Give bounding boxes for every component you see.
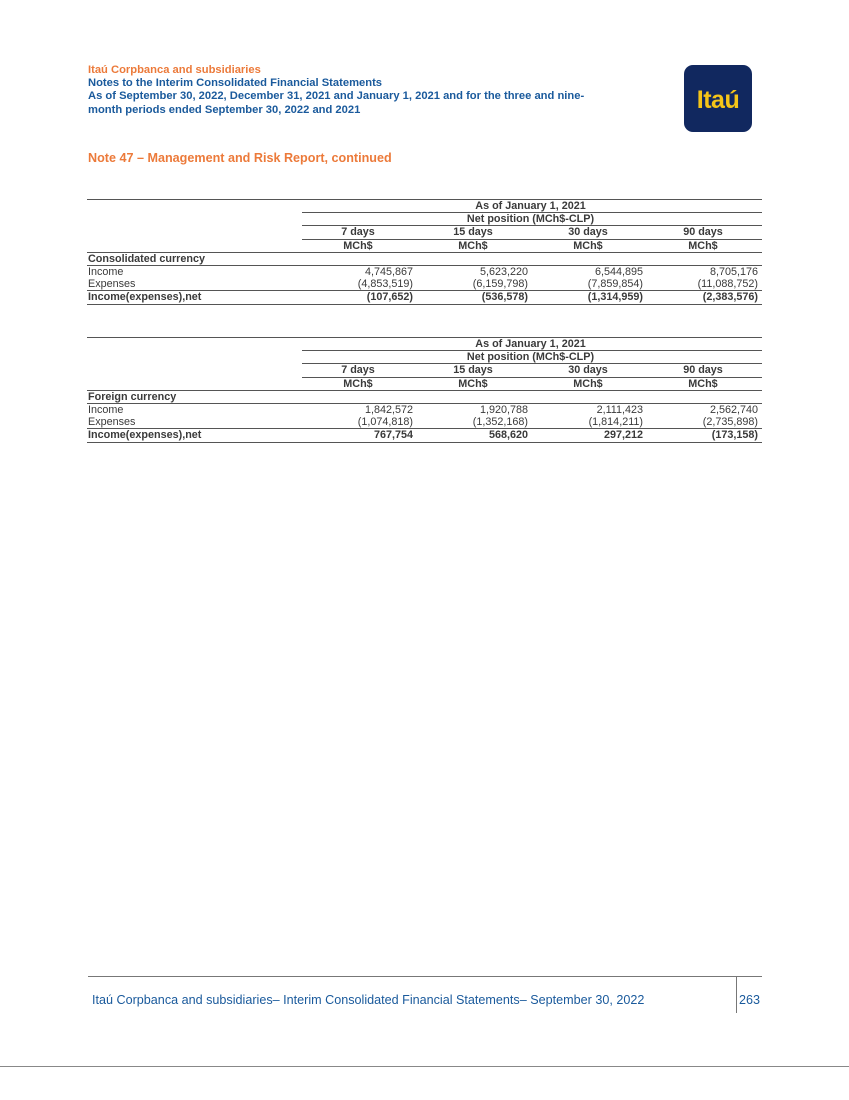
header-line-3: As of September 30, 2022, December 31, 2021 and January 1, 2021 and for the three and nine- (88, 90, 585, 103)
cell-value: 2,562,740 (709, 404, 758, 417)
net-position-header: Net position (MCh$-CLP) (302, 351, 762, 364)
company-name: Itaú Corpbanca and subsidiaries (88, 64, 261, 76)
cell-value: (2,735,898) (702, 416, 758, 429)
net-value: 297,212 (532, 429, 647, 442)
column-header: 30 days (532, 364, 647, 377)
note-title: Note 47 – Management and Risk Report, continued (88, 151, 392, 165)
document-header (88, 64, 668, 117)
row-label: Expenses (88, 278, 136, 291)
row-label: Income (88, 266, 124, 279)
column-header: 90 days (647, 226, 762, 239)
unit-header: MCh$ (302, 239, 417, 252)
cell-value: (11,088,752) (697, 278, 758, 291)
page-number: 263 (739, 993, 761, 1007)
cell-value: 5,623,220 (479, 266, 528, 279)
row-label: Expenses (88, 416, 136, 429)
table-row (87, 416, 762, 429)
cell-value: 1,920,788 (479, 404, 528, 417)
consolidated-currency-table (87, 199, 762, 305)
table-row (87, 278, 762, 291)
header-line-2: Notes to the Interim Consolidated Financial Statements (88, 77, 383, 90)
cell-value: (1,814,211) (588, 416, 643, 429)
cell-value: (1,352,168) (472, 416, 528, 429)
table-row (87, 266, 762, 279)
column-header: 90 days (647, 364, 762, 377)
period-header: As of January 1, 2021 (302, 200, 762, 213)
unit-header: MCh$ (647, 377, 762, 390)
footer-text: Itaú Corpbanca and subsidiaries– Interim Consolidated Financial Statements– September 30, 2022 (92, 993, 645, 1007)
net-label: Income(expenses),net (87, 429, 302, 442)
net-value: (107,652) (302, 291, 417, 304)
footer-divider (88, 976, 762, 977)
cell-value: 8,705,176 (709, 266, 758, 279)
net-value: 767,754 (302, 429, 417, 442)
column-header: 15 days (417, 226, 532, 239)
row-label: Income (88, 404, 124, 417)
page-bottom-rule (0, 1066, 849, 1067)
column-header: 30 days (532, 226, 647, 239)
table-row (87, 404, 762, 417)
section-label: Foreign currency (87, 390, 302, 403)
net-value: (1,314,959) (532, 291, 647, 304)
itau-logo (684, 65, 752, 132)
cell-value: (4,853,519) (357, 278, 413, 291)
section-label: Consolidated currency (87, 252, 302, 265)
header-line-4: month periods ended September 30, 2022 and 2021 (88, 103, 361, 116)
unit-header: MCh$ (532, 239, 647, 252)
cell-value: 6,544,895 (594, 266, 643, 279)
column-header: 15 days (417, 364, 532, 377)
column-header: 7 days (302, 364, 417, 377)
net-value: (173,158) (647, 429, 762, 442)
net-label: Income(expenses),net (87, 291, 302, 304)
cell-value: (7,859,854) (587, 278, 643, 291)
cell-value: (6,159,798) (472, 278, 528, 291)
unit-header: MCh$ (417, 239, 532, 252)
net-value: 568,620 (417, 429, 532, 442)
unit-header: MCh$ (302, 377, 417, 390)
unit-header: MCh$ (417, 377, 532, 390)
cell-value: 4,745,867 (364, 266, 413, 279)
foreign-currency-table (87, 337, 762, 443)
column-header: 7 days (302, 226, 417, 239)
cell-value: 2,111,423 (596, 404, 643, 417)
cell-value: (1,074,818) (357, 416, 413, 429)
net-position-header: Net position (MCh$-CLP) (302, 213, 762, 226)
net-value: (2,383,576) (647, 291, 762, 304)
net-row (87, 429, 762, 442)
net-value: (536,578) (417, 291, 532, 304)
cell-value: 1,842,572 (364, 404, 413, 417)
unit-header: MCh$ (532, 377, 647, 390)
period-header: As of January 1, 2021 (302, 338, 762, 351)
footer-separator (736, 976, 737, 1013)
unit-header: MCh$ (647, 239, 762, 252)
logo-text: Itaú (696, 86, 740, 114)
net-row (87, 291, 762, 304)
